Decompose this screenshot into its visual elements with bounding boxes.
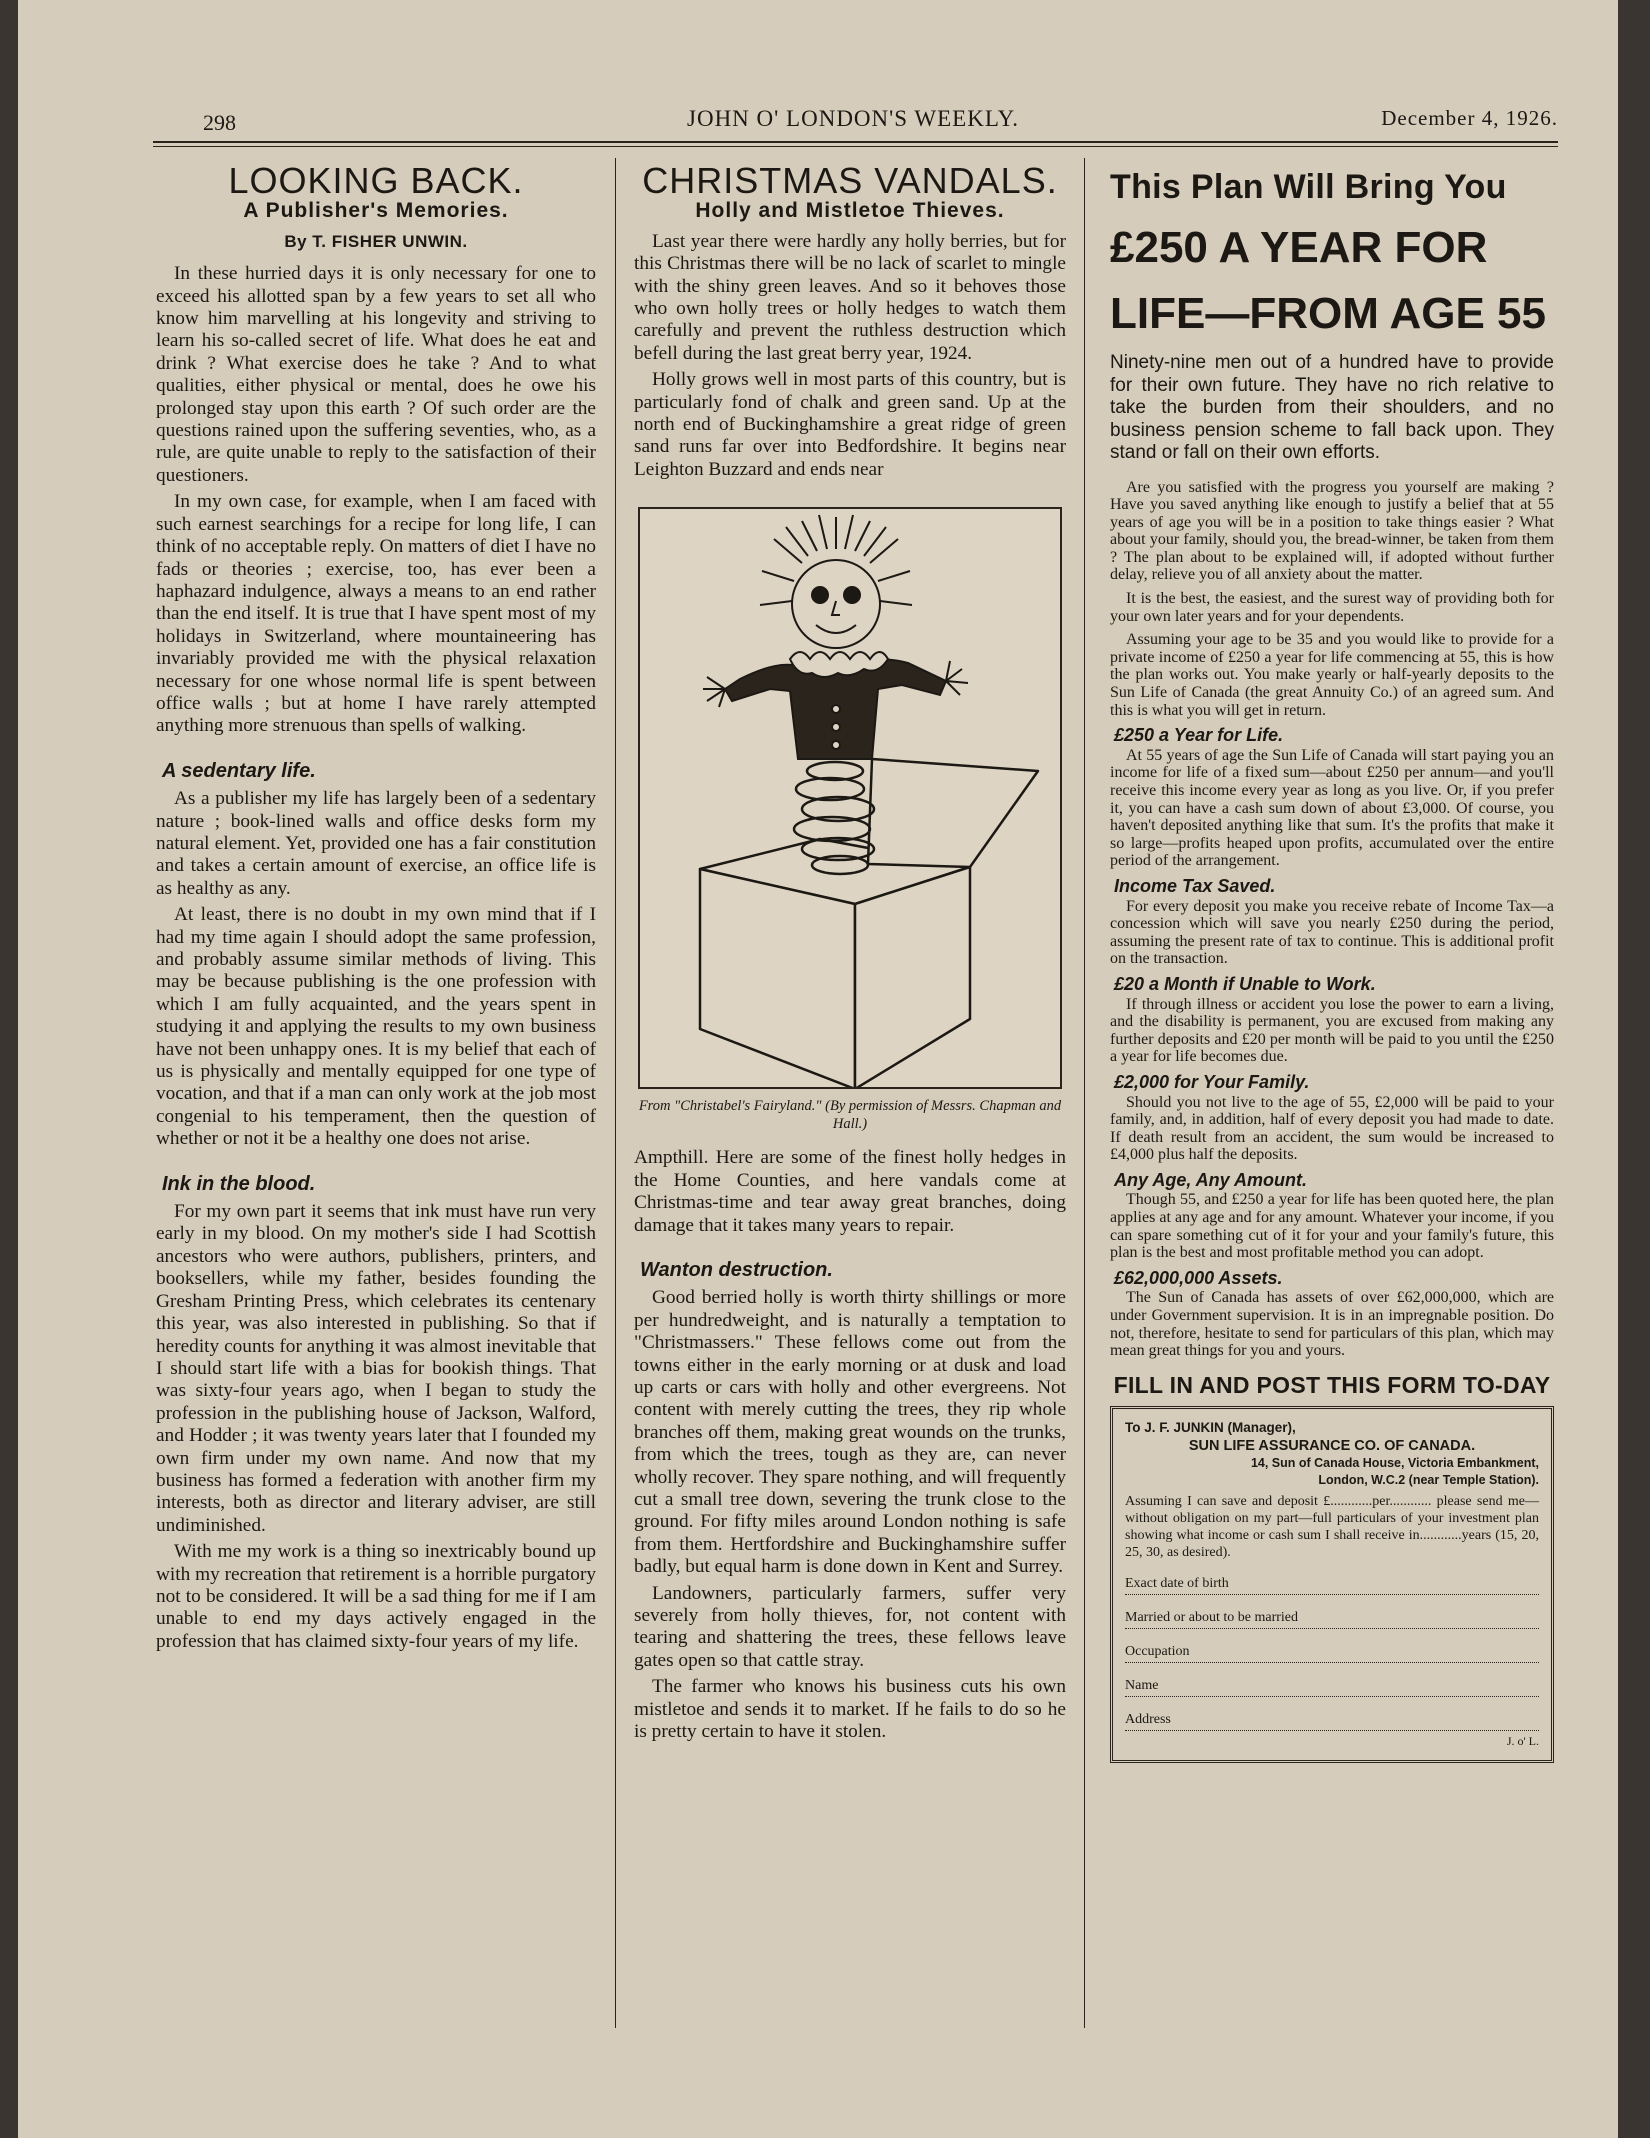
article-title: LOOKING BACK. bbox=[228, 160, 524, 201]
article-byline: By T. FISHER UNWIN. bbox=[284, 231, 468, 251]
paragraph: As a publisher my life has largely been of a sedentary nature ; book-lined walls and office desks form my natural element. Yet, provided one has a fair constitution and takes a certain amount of exercise, an office life is as healthy as any. bbox=[156, 788, 596, 899]
ad-section-text: Though 55, and £250 a year for life has been quoted here, the plan applies at any age and for any amount. Whatever your income, if you can spare something cut of it for your and your family's future, this plan is the best and most profitable method you can adopt. bbox=[1110, 1191, 1554, 1262]
ad-section-heading: £62,000,000 Assets. bbox=[1114, 1267, 1283, 1288]
paragraph: With me my work is a thing so inextricably bound up with my recreation that retirement is a horrible purgatory not to be considered. It will be a sad thing for me if I am unable to end my days actively engaged in the profession that has claimed sixty-four years of my life. bbox=[156, 1541, 596, 1652]
ad-lead-paragraph: Ninety-nine men out of a hundred have to provide for their own future. They have no rich relative to take the burden from their shoulders, and no business pension scheme to fall back upon. They stand or fall on their own efforts. bbox=[1110, 352, 1554, 463]
section-heading: Wanton destruction. bbox=[640, 1258, 833, 1281]
ad-section-text: The Sun of Canada has assets of over £62,000,000, which are under Government supervision. It is in an impregnable position. Do not, therefore, hesitate to send for particulars of this plan, which may mean great things for you and yours. bbox=[1110, 1289, 1554, 1360]
form-address-line: 14, Sun of Canada House, Victoria Embankment, bbox=[1250, 1456, 1539, 1471]
paragraph: Good berried holly is worth thirty shillings or more per hundredweight, and is naturally a temptation to "Christmassers." These fellows come out from the towns either in the early morning or at dusk and load up carts or cars with holly and other evergreens. Not content with merely cutting the trees, they rip whole branches off them, making great wounds on the trunks, from which the trees, tough as they are, can never wholly recover. They spare nothing, and will frequently cut a small tree down, severing the trunk close to the ground. For fifty miles around London nothing is safe from them. Hertfordshire and Buckinghamshire suffer badly, but equal harm is done down in Kent and Surrey. bbox=[634, 1287, 1066, 1578]
ad-paragraph: Assuming your age to be 35 and you would like to provide for a private income of £250 a year for life commencing at 55, this is how the plan works out. You make yearly or half-yearly deposits to the Sun Life of Canada (the great Annuity Co.) of an agreed sum. And this is what you will get in return. bbox=[1110, 631, 1554, 719]
ad-section-heading: £250 a Year for Life. bbox=[1114, 725, 1284, 746]
section-heading: A sedentary life. bbox=[162, 759, 316, 782]
ad-paragraph: Are you satisfied with the progress you yourself are making ? Have you saved anything like enough to justify a belief that at 55 years of age you will be in a position to take things easier ? What about your family, should you, the bread-winner, be taken from them ? The plan about to be explained will, if adopted without further delay, relieve you of all anxiety about the matter. bbox=[1110, 478, 1554, 584]
ad-call-to-action: FILL IN AND POST THIS FORM TO-DAY bbox=[1113, 1371, 1551, 1398]
section-heading: Ink in the blood. bbox=[162, 1172, 316, 1195]
form-reference: J. o' L. bbox=[1506, 1734, 1539, 1749]
ad-section-text: If through illness or accident you lose the power to earn a living, and the disability is permanent, you are excused from making any further deposits and £20 per month will be paid to you until the £250 a year for life becomes due. bbox=[1110, 995, 1554, 1066]
ad-section-heading: £2,000 for Your Family. bbox=[1114, 1071, 1310, 1092]
field-date-of-birth[interactable]: Exact date of birth bbox=[1125, 1575, 1539, 1595]
illustration-caption: From "Christabel's Fairyland." (By permission of Messrs. Chapman and Hall.) bbox=[638, 1098, 1062, 1133]
ad-section-text: Should you not live to the age of 55, £2,000 will be paid to your family, and, in addition, half of every deposit you had made to date. If death result from an accident, the sum would be increased to £4,000 plus half the deposits. bbox=[1110, 1093, 1554, 1164]
paragraph: Ampthill. Here are some of the finest holly hedges in the Home Counties, and here vandals come at Christmas-time and tear away great branches, doing damage that it takes many years to repair. bbox=[634, 1147, 1066, 1236]
paragraph: Holly grows well in most parts of this country, but is particularly fond of chalk and green sand. Up at the north end of Buckinghamshire a great ridge of green sand runs far over into Bedfordshire. It begins near Leighton Buzzard and ends near bbox=[634, 369, 1066, 480]
article-christmas-vandals bbox=[634, 160, 1066, 1743]
field-married[interactable]: Married or about to be married bbox=[1125, 1609, 1539, 1629]
form-address-line: London, W.C.2 (near Temple Station). bbox=[1318, 1473, 1539, 1488]
paragraph: Last year there were hardly any holly berries, but for this Christmas there will be no lack of scarlet to mingle with the shiny green leaves. And so it behoves those who own holly trees or holly hedges to watch them carefully and prevent the ruthless destruction which befell during the last great berry year, 1924. bbox=[634, 230, 1066, 364]
ad-body bbox=[1110, 479, 1554, 1360]
field-name[interactable]: Name bbox=[1125, 1677, 1539, 1697]
ad-section-heading: Any Age, Any Amount. bbox=[1114, 1169, 1307, 1190]
paragraph: In these hurried days it is only necessary for one to exceed his allotted span by a few years to set all who know him marvelling at his longevity and striving to learn his so-called secret of life. What does he eat and drink ? What exercise does he take ? And to what qualities, either physical or mental, does he owe his prolonged stay upon this earth ? Of such order are the questions rained upon the suffering seventies, who, as a rule, are quite unable to reply to the satisfaction of their questioners. bbox=[156, 263, 596, 486]
page-header bbox=[148, 102, 1558, 136]
sun-life-advertisement bbox=[1110, 160, 1554, 1763]
paragraph: The farmer who knows his business cuts his own mistletoe and sends it to market. If he fails to do so he is pretty certain to have it stolen. bbox=[634, 1676, 1066, 1743]
issue-date: December 4, 1926. bbox=[1381, 106, 1558, 130]
ad-headline-line2: £250 A YEAR FOR bbox=[1110, 223, 1488, 272]
ad-section-text: For every deposit you make you receive rebate of Income Tax—a concession which will save you nearly £250 during the period, assuming the present rate of tax to continue. This is additional profit on the transaction. bbox=[1110, 897, 1554, 968]
jack-in-the-box-illustration bbox=[638, 507, 1062, 1089]
ad-headline-line1: This Plan Will Bring You bbox=[1110, 168, 1507, 206]
jack-in-the-box-drawing bbox=[640, 509, 1060, 1087]
paragraph: In my own case, for example, when I am faced with such earnest searchings for a recipe for long life, I can think of no acceptable reply. On matters of diet I have no fads or theories ; exercise, too, has ever been a haphazard indulgence, always a means to an end rather than the end itself. It is true that I have spent most of my holidays in Switzerland, where mountaineering has invariably provided me with the physical relaxation necessary for one whose normal life is spent between office walls ; but at home I have rarely attempted anything more strenuous than spells of walking. bbox=[156, 491, 596, 737]
column-divider bbox=[615, 158, 616, 2028]
column-divider bbox=[1084, 158, 1085, 2028]
header-rule-thin bbox=[153, 146, 1558, 147]
header-rule bbox=[153, 141, 1558, 143]
field-occupation[interactable]: Occupation bbox=[1125, 1643, 1539, 1663]
publication-title: JOHN O' LONDON'S WEEKLY. bbox=[687, 106, 1019, 131]
coupon-form[interactable] bbox=[1110, 1406, 1554, 1763]
page-number: 298 bbox=[203, 110, 236, 135]
newspaper-page bbox=[18, 0, 1618, 2138]
ad-section-heading: Income Tax Saved. bbox=[1114, 875, 1276, 896]
paragraph: Landowners, particularly farmers, suffer very severely from holly thieves, for, not content with tearing and shattering the trees, these fellows leave gates open so that cattle stray. bbox=[634, 1582, 1066, 1671]
field-address[interactable]: Address bbox=[1125, 1711, 1539, 1731]
ad-paragraph: It is the best, the easiest, and the surest way of providing both for your own later years and for your dependents. bbox=[1110, 590, 1554, 625]
form-body: Assuming I can save and deposit £............per............ please send me—without obligation on my part—full particulars of your investment plan showing what income or cash sum I shall receive in............years (15, 20, 25, 30, as desired). bbox=[1125, 1494, 1539, 1561]
paragraph: At least, there is no doubt in my own mind that if I had my time again I should adopt the same profession, and probably assume similar methods of living. This may be because publishing is the one profession with which I am fully acquainted, and the years spent in studying it and applying the results to my own business have not been unhappy ones. It is my belief that each of us is physically and mentally equipped for one type of vocation, and that if a man can only work at the job most congenial to his temperament, then the question of whether or not it be a healthy one does not arise. bbox=[156, 904, 596, 1150]
article-subtitle: Holly and Mistletoe Thieves. bbox=[695, 199, 1005, 223]
form-recipient: To J. F. JUNKIN (Manager), bbox=[1125, 1420, 1296, 1436]
form-company: SUN LIFE ASSURANCE CO. OF CANADA. bbox=[1188, 1438, 1476, 1455]
paragraph: For my own part it seems that ink must have run very early in my blood. On my mother's side I had Scottish ancestors who were authors, publishers, printers, and booksellers, while my father, besides founding the Gresham Printing Press, which celebrates its centenary this year, was also interested in publishing. So that if heredity counts for anything it was almost inevitable that I should start life with a bias for bookish things. That was sixty-four years ago, when I began to study the profession in the publishing house of Jackson, Walford, and Hodder ; it was twenty years later that I founded my own firm under my own name. And now that my business has formed a federation with another firm my interests, both as director and literary adviser, are still undiminished. bbox=[156, 1201, 596, 1536]
article-subtitle: A Publisher's Memories. bbox=[243, 199, 509, 223]
ad-section-heading: £20 a Month if Unable to Work. bbox=[1114, 973, 1376, 994]
ad-headline-line3: LIFE—FROM AGE 55 bbox=[1110, 289, 1546, 338]
article-looking-back bbox=[156, 160, 596, 1653]
article-title: CHRISTMAS VANDALS. bbox=[642, 160, 1058, 201]
ad-section-text: At 55 years of age the Sun Life of Canada will start paying you an income for life of a fixed sum—about £250 per annum—and you'll receive this income every year as long as you live. Or, if you prefer it, you can have a cash sum down of about £3,000. Of course, you haven't deposited anything like that sum. It's the profits that make it so large—profits heaped upon profits, accumulated over the entire period of the arrangement. bbox=[1110, 746, 1554, 870]
